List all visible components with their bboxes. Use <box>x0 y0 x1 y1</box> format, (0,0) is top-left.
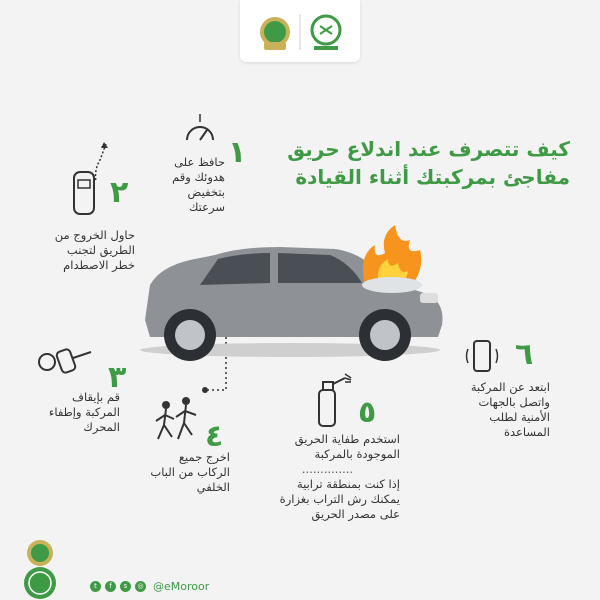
people-running-icon <box>152 395 204 445</box>
step-6-line: المساعدة <box>503 425 550 439</box>
title-line-2: مفاجئ بمركبتك أثناء القيادة <box>295 165 570 189</box>
instagram-icon[interactable]: ◎ <box>135 581 146 592</box>
step-5-extra-line: يمكنك رش التراب بغزارة <box>279 492 400 506</box>
mobile-phone-icon <box>462 335 502 380</box>
title-line-1: كيف تتصرف عند اندلاع حريق <box>287 137 570 161</box>
car-top-view-icon <box>68 140 114 218</box>
speedometer-icon <box>183 110 217 155</box>
step-3-number: ٣ <box>108 360 127 395</box>
step-3-line: المحرك <box>83 420 120 434</box>
step-3-line: قم بإيقاف <box>72 390 120 404</box>
step-2-number: ٢ <box>110 175 129 210</box>
step-6-text <box>440 380 550 440</box>
step-3-text <box>30 390 120 435</box>
step-4-number: ٤ <box>205 419 224 454</box>
step-5-extra-line: إذا كنت بمنطقة ترابية <box>296 477 400 491</box>
step-2-text <box>30 228 135 273</box>
step-5-text <box>255 432 400 522</box>
step-1-text <box>150 155 225 215</box>
step-1-number: ١ <box>228 135 247 170</box>
step-1-line: بتخفيض سرعتك <box>187 185 225 214</box>
step-5-extra-line: على مصدر الحريق <box>311 507 400 521</box>
step-6-line: ابتعد عن المركبة <box>470 380 550 394</box>
step-4-line: الركاب من الباب <box>150 465 230 479</box>
twitter-icon[interactable]: t <box>90 581 101 592</box>
car-illustration <box>130 225 460 365</box>
step-1-line: هدوئك وقم <box>172 170 225 184</box>
step-6-line: واتصل بالجهات <box>478 395 550 409</box>
fire-extinguisher-icon <box>305 370 353 430</box>
step-3-line: المركبة وإطفاء <box>48 405 120 419</box>
step-5-number: ٥ <box>358 395 377 430</box>
step-5-separator: .............. <box>301 462 354 476</box>
step-1-line: حافظ على <box>174 155 225 169</box>
step-6-line: الأمنية لطلب <box>489 410 550 424</box>
moroor-emblem-icon <box>10 535 70 600</box>
step-2-line: حاول الخروج من <box>54 228 135 242</box>
step-6-number: ٦ <box>515 337 534 372</box>
step-2-line: الطريق لتجنب <box>66 243 135 257</box>
social-footer <box>90 580 209 593</box>
step-2-line: خطر الاصطدام <box>63 258 135 272</box>
step-4-line: الخلفي <box>196 480 230 494</box>
facebook-icon[interactable]: f <box>105 581 116 592</box>
car-key-icon <box>35 340 95 380</box>
step-4-text <box>140 450 230 495</box>
step-5-line: استخدم طفاية الحريق <box>294 432 400 446</box>
step-4-line: اخرج جميع <box>178 450 230 464</box>
snapchat-icon[interactable]: s <box>120 581 131 592</box>
social-handle[interactable]: @eMoroor <box>153 580 210 593</box>
step-5-line: الموجودة بالمركبة <box>314 447 400 461</box>
